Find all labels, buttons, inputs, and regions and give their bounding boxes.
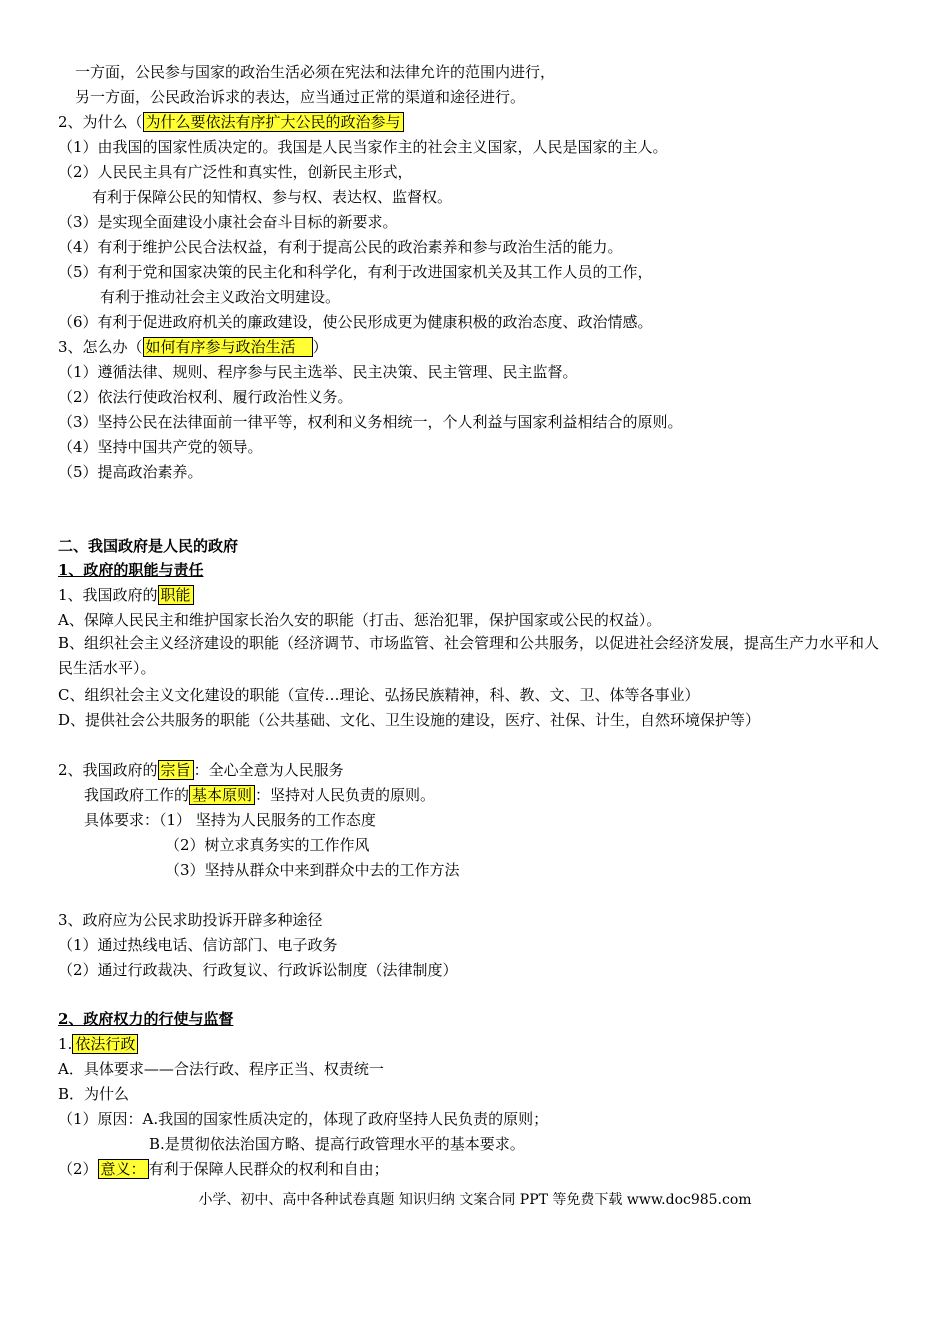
highlighted-phrase: 依法行政 [72,1034,138,1054]
text-line: （1）由我国的国家性质决定的。我国是人民当家作主的社会主义国家，人民是国家的主人。 [58,138,668,156]
text-line: 具体要求：（1） 坚持为人民服务的工作态度 [84,811,376,829]
text-line: 有利于推动社会主义政治文明建设。 [100,288,341,306]
highlighted-phrase: 职能 [158,585,194,605]
highlighted-phrase: 为什么要依法有序扩大公民的政治参与 [143,112,404,132]
text-line: A．具体要求——合法行政、程序正当、权责统一 [58,1060,384,1078]
text-line: D、提供社会公共服务的职能（公共基础、文化、卫生设施的建设，医疗、社保、计生，自然环境保护等） [58,711,761,729]
text-line: （1）原因：A.我国的国家性质决定的，体现了政府坚持人民负责的原则； [58,1110,549,1128]
text-line: （3）是实现全面建设小康社会奋斗目标的新要求。 [58,213,398,231]
highlighted-phrase: 如何有序参与政治生活 [143,337,313,357]
text-prefix: 2、我国政府的 [58,761,158,779]
text-line: （6）有利于促进政府机关的廉政建设，使公民形成更为健康积极的政治态度、政治情感。 [58,313,653,331]
text-prefix: 2、为什么（ [58,113,143,131]
text-line: （2）通过行政裁决、行政复议、行政诉讼制度（法律制度） [58,961,458,979]
text-line: 另一方面，公民政治诉求的表达，应当通过正常的渠道和途径进行。 [75,88,526,106]
text-line: （2）树立求真务实的工作作风 [165,836,370,854]
text-line: （5）有利于党和国家决策的民主化和科学化，有利于改进国家机关及其工作人员的工作， [58,263,653,281]
text-suffix: ） [312,338,328,356]
text-prefix: 1、我国政府的 [58,586,158,604]
text-line: B.是贯彻依法治国方略、提高行政管理水平的基本要求。 [149,1135,525,1153]
subsection-heading: 1、政府的职能与责任 [58,561,204,579]
text-line: （3）坚持公民在法律面前一律平等，权利和义务相统一，个人利益与国家利益相结合的原则。 [58,413,683,431]
text-line: 有利于保障公民的知情权、参与权、表达权、监督权。 [92,188,453,206]
subheading-purpose [58,760,344,780]
text-suffix: 有利于保障人民群众的权利和自由； [148,1160,389,1178]
text-line: A、保障人民民主和维护国家长治久安的职能（打击、惩治犯罪，保护国家或公民的权益）。 [58,611,662,629]
page-footer: 小学、初中、高中各种试卷真题 知识归纳 文案合同 PPT 等免费下载 www.doc985.com [198,1192,752,1208]
text-line: 3、政府应为公民求助投诉开辟多种途径 [58,911,323,929]
text-suffix: ：坚持对人民负责的原则。 [255,786,436,804]
text-line: （3）坚持从群众中来到群众中去的工作方法 [165,861,460,879]
text-significance [58,1159,389,1179]
text-line: （2）人民民主具有广泛性和真实性，创新民主形式， [58,163,413,181]
highlighted-phrase: 意义： [98,1159,149,1179]
highlighted-phrase: 基本原则 [189,785,255,805]
text-line: 一方面，公民参与国家的政治生活必须在宪法和法律允许的范围内进行， [75,63,556,81]
text-prefix: （2） [58,1160,98,1178]
subsection-heading: 2、政府权力的行使与监督 [58,1010,234,1028]
subheading-why [58,112,404,132]
text-paragraph: B、组织社会主义经济建设的职能（经济调节、市场监管、社会管理和公共服务，以促进社会经济发展，提高生产力水平和人民生活水平）。 [58,634,880,677]
text-line: B．为什么 [58,1085,130,1103]
highlighted-phrase: 宗旨 [158,760,194,780]
text-prefix: 3、怎么办（ [58,338,143,356]
text-line: （4）坚持中国共产党的领导。 [58,438,263,456]
text-line: （1）遵循法律、规则、程序参与民主选举、民主决策、民主管理、民主监督。 [58,363,578,381]
text-line: （4）有利于维护公民合法权益，有利于提高公民的政治素养和参与政治生活的能力。 [58,238,623,256]
text-line: （1）通过热线电话、信访部门、电子政务 [58,936,338,954]
text-line: C、组织社会主义文化建设的职能（宣传…理论、弘扬民族精神，科、教、文、卫、体等各事业） [58,686,700,704]
section-heading: 二、我国政府是人民的政府 [58,537,239,555]
subheading-lawful-admin [58,1034,138,1054]
text-prefix: 我国政府工作的 [84,786,190,804]
subheading-functions [58,585,194,605]
subheading-how [58,337,328,357]
text-prefix: 1. [58,1035,73,1053]
text-suffix: ：全心全意为人民服务 [193,761,344,779]
text-line: （5）提高政治素养。 [58,463,203,481]
text-line: （2）依法行使政治权利、履行政治性义务。 [58,388,353,406]
text-principle [84,785,435,805]
